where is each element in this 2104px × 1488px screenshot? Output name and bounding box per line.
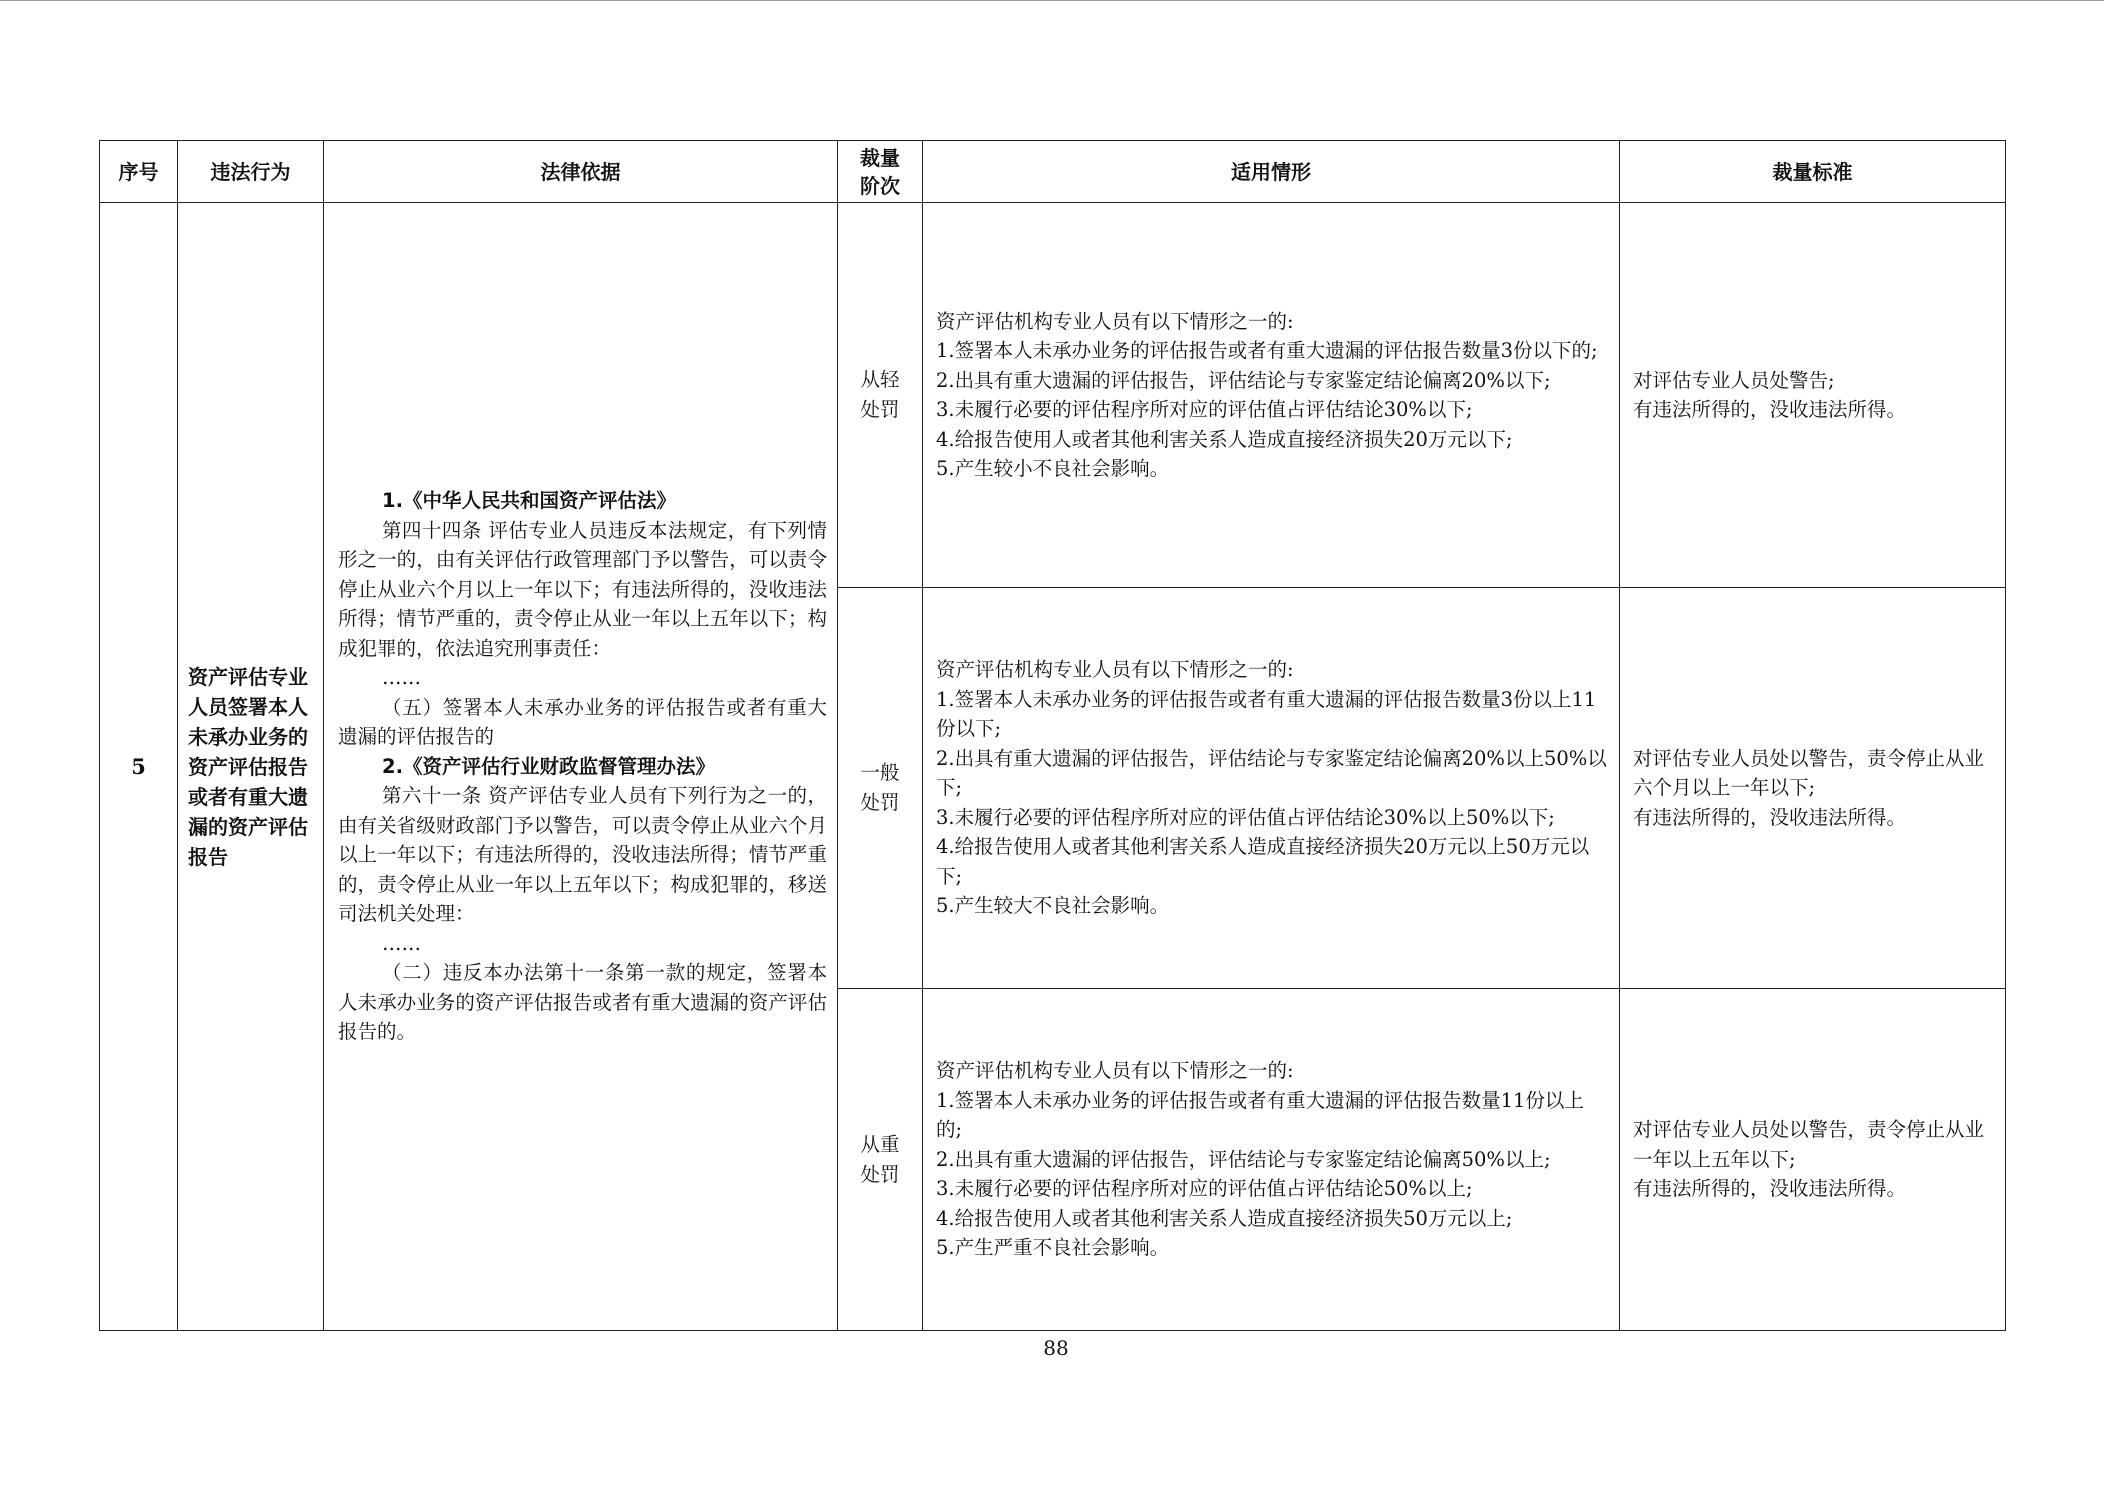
- level-general: [838, 588, 923, 989]
- standard-lenient: [1620, 203, 2006, 588]
- situation-severe: [923, 989, 1620, 1331]
- header-no: 序号: [100, 141, 178, 203]
- level-severe: [838, 989, 923, 1331]
- situation-line: 1.签署本人未承办业务的评估报告或者有重大遗漏的评估报告数量3份以上11份以下;: [936, 687, 1597, 741]
- level-lenient: [838, 203, 923, 588]
- standard-severe: [1620, 989, 2006, 1331]
- situation-line: 4.给报告使用人或者其他利害关系人造成直接经济损失50万元以上;: [936, 1206, 1513, 1230]
- situation-lenient: [923, 203, 1620, 588]
- situation-line: 1.签署本人未承办业务的评估报告或者有重大遗漏的评估报告数量11份以上的;: [936, 1088, 1584, 1142]
- header-level-line2: 阶次: [860, 173, 900, 198]
- top-rule: [0, 0, 2104, 1]
- level-general-line2: 处罚: [860, 791, 900, 814]
- standard-general: [1620, 588, 2006, 989]
- header-row: [100, 141, 2006, 203]
- law1-article: 第四十四条 评估专业人员违反本法规定，有下列情形之一的，由有关评估行政管理部门予以警告，可以责令停止从业六个月以上一年以下；有违法所得的，没收违法所得；情节严重的，责令停止从业一年以上五年以下；构成犯罪的，依法追究刑事责任：: [338, 518, 827, 660]
- law2-ellipsis: ……: [382, 931, 421, 955]
- situation-line: 2.出具有重大遗漏的评估报告，评估结论与专家鉴定结论偏离50%以上;: [936, 1147, 1551, 1171]
- standard-line: 有违法所得的，没收违法所得。: [1633, 398, 1907, 421]
- page-number: 88: [1043, 1336, 1069, 1360]
- law2-title: 2.《资产评估行业财政监督管理办法》: [382, 754, 715, 778]
- law1-title: 1.《中华人民共和国资产评估法》: [382, 489, 676, 513]
- law1-item: （五）签署本人未承办业务的评估报告或者有重大遗漏的评估报告的: [338, 695, 827, 749]
- penalty-discretion-table: [99, 140, 2006, 1331]
- situation-line: 4.给报告使用人或者其他利害关系人造成直接经济损失20万元以下;: [936, 427, 1513, 451]
- law1-ellipsis: ……: [382, 666, 421, 690]
- standard-line: 有违法所得的，没收违法所得。: [1633, 805, 1907, 829]
- law2-item: （二）违反本办法第十一条第一款的规定，签署本人未承办业务的资产评估报告或者有重大遗漏的资产评估报告的。: [338, 961, 827, 1044]
- standard-line: 对评估专业人员处警告;: [1633, 368, 1835, 392]
- situation-line: 3.未履行必要的评估程序所对应的评估值占评估结论30%以下;: [936, 398, 1473, 421]
- situation-line: 3.未履行必要的评估程序所对应的评估值占评估结论50%以上;: [936, 1177, 1473, 1201]
- level-general-line1: 一般: [860, 761, 900, 784]
- standard-line: 对评估专业人员处以警告，责令停止从业六个月以上一年以下;: [1633, 746, 1985, 800]
- law2-article: 第六十一条 资产评估专业人员有下列行为之一的，由有关省级财政部门予以警告，可以责令停止从业六个月以上一年以下；有违法所得的，没收违法所得；情节严重的，责令停止从业一年以上五年以下；构成犯罪的，移送司法机关处理：: [338, 784, 827, 926]
- standard-line: 对评估专业人员处以警告，责令停止从业一年以上五年以下;: [1633, 1118, 1985, 1171]
- situation-line: 资产评估机构专业人员有以下情形之一的:: [936, 1059, 1294, 1083]
- situation-line: 2.出具有重大遗漏的评估报告，评估结论与专家鉴定结论偏离20%以上50%以下;: [936, 746, 1607, 800]
- row-number: 5: [100, 203, 178, 1331]
- situation-line: 2.出具有重大遗漏的评估报告，评估结论与专家鉴定结论偏离20%以下;: [936, 368, 1551, 392]
- situation-general: [923, 588, 1620, 989]
- header-situation: 适用情形: [923, 141, 1620, 203]
- situation-line: 5.产生较大不良社会影响。: [936, 894, 1170, 918]
- situation-line: 5.产生严重不良社会影响。: [936, 1236, 1170, 1260]
- situation-line: 1.签署本人未承办业务的评估报告或者有重大遗漏的评估报告数量3份以下的;: [936, 339, 1598, 362]
- header-act: 违法行为: [178, 141, 324, 203]
- header-level: [838, 141, 923, 203]
- situation-line: 资产评估机构专业人员有以下情形之一的:: [936, 309, 1294, 333]
- level-severe-line1: 从重: [860, 1132, 900, 1156]
- situation-line: 5.产生较小不良社会影响。: [936, 457, 1170, 480]
- situation-line: 资产评估机构专业人员有以下情形之一的:: [936, 658, 1294, 682]
- header-standard: 裁量标准: [1620, 141, 2006, 203]
- table-row: [100, 203, 2006, 588]
- header-basis: 法律依据: [324, 141, 838, 203]
- situation-line: 3.未履行必要的评估程序所对应的评估值占评估结论30%以上50%以下;: [936, 805, 1555, 829]
- legal-basis: [324, 203, 838, 1331]
- level-severe-line2: 处罚: [860, 1162, 900, 1186]
- level-lenient-line1: 从轻: [860, 368, 900, 391]
- header-level-line1: 裁量: [860, 145, 900, 170]
- situation-line: 4.给报告使用人或者其他利害关系人造成直接经济损失20万元以上50万元以下;: [936, 835, 1590, 888]
- level-lenient-line2: 处罚: [860, 398, 900, 421]
- violation-act: 资产评估专业人员签署本人未承办业务的资产评估报告或者有重大遗漏的资产评估报告: [178, 203, 324, 1331]
- standard-line: 有违法所得的，没收违法所得。: [1633, 1177, 1907, 1201]
